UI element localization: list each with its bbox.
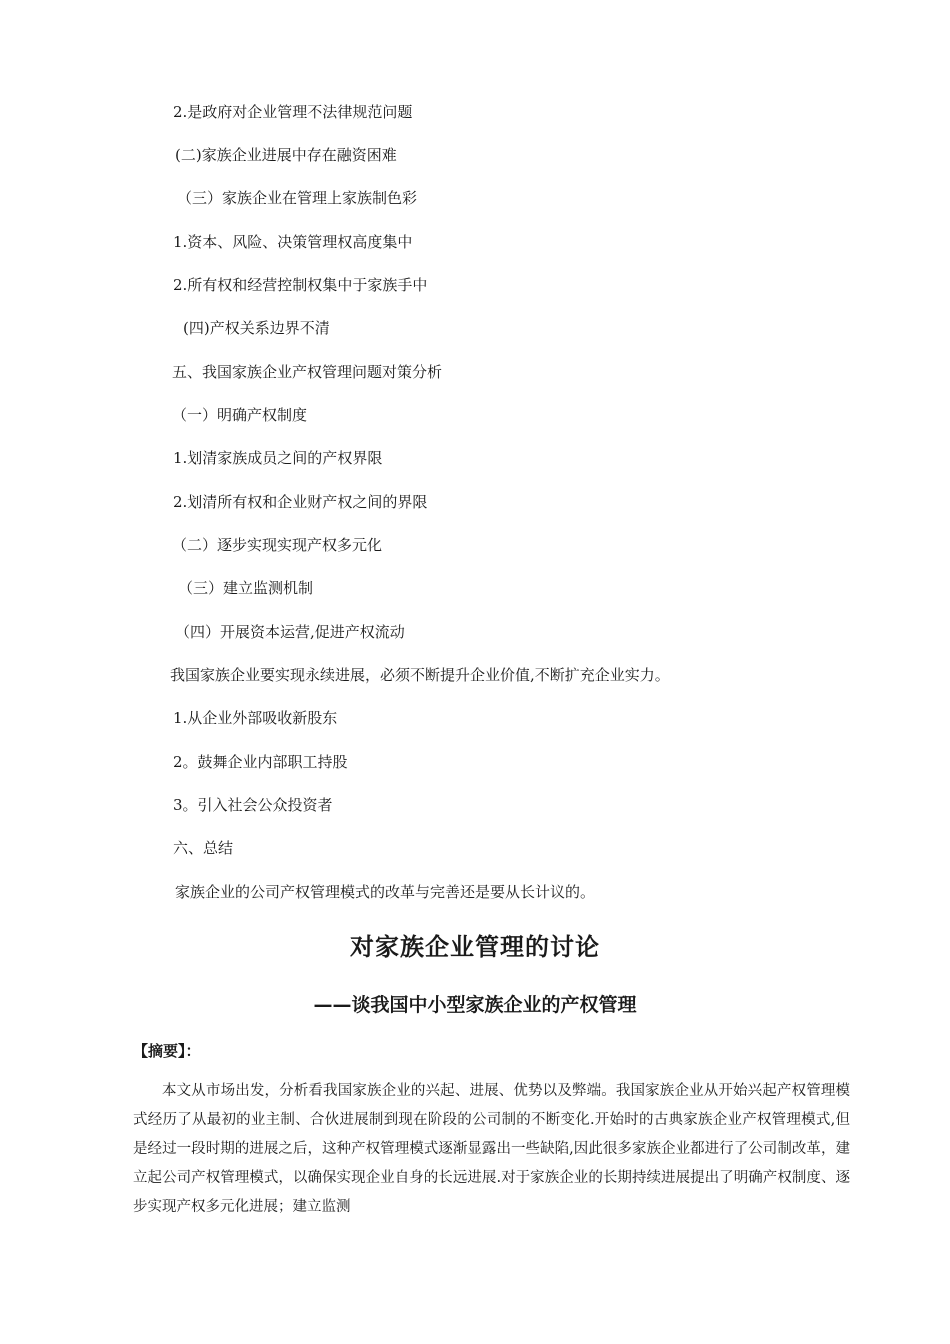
outline-item: 2。鼓舞企业内部职工持股 — [173, 753, 348, 771]
outline-item: (二)家族企业进展中存在融资困难 — [175, 146, 397, 164]
outline-item: 1.从企业外部吸收新股东 — [173, 709, 338, 727]
outline-item: 家族企业的公司产权管理模式的改革与完善还是要从长计议的。 — [175, 883, 596, 901]
outline-item: 我国家族企业要实现永续进展，必须不断提升企业价值,不断扩充企业实力。 — [170, 666, 670, 684]
abstract-label: 【摘要】： — [133, 1042, 201, 1060]
abstract-paragraph: 本文从市场出发，分析看我国家族企业的兴起、进展、优势以及弊端。我国家族企业从开始兴起产权管理模式经历了从最初的业主制、合伙进展制到现在阶段的公司制的不断变化.开始时的古典家族企业产权管理模式,但是经过一段时期的进展之后，这种产权管理模式逐渐显露出一些缺陷,因此很多家族企业都进行了公司制改革，建立起公司产权管理模式，以确保实现企业自身的长远进展.对于家族企业的长期持续进展提出了明确产权制度、逐步实现产权多元化进展；建立监测 — [133, 1083, 850, 1215]
document-title: 对家族企业管理的讨论 — [350, 933, 600, 961]
outline-item: 2.所有权和经营控制权集中于家族手中 — [173, 276, 428, 294]
outline-item: (四)产权关系边界不清 — [183, 319, 330, 337]
outline-item: （二）逐步实现实现产权多元化 — [172, 536, 383, 554]
outline-item: （四）开展资本运营,促进产权流动 — [175, 623, 405, 641]
outline-item: 2.是政府对企业管理不法律规范问题 — [173, 103, 413, 121]
outline-item: 六、总结 — [173, 839, 234, 857]
outline-item: （一）明确产权制度 — [172, 406, 308, 424]
outline-item: 2.划清所有权和企业财产权之间的界限 — [173, 493, 428, 511]
outline-item: 1.资本、风险、决策管理权高度集中 — [173, 233, 413, 251]
outline-item: 1.划清家族成员之间的产权界限 — [173, 449, 383, 467]
outline-item: 五、我国家族企业产权管理问题对策分析 — [172, 363, 443, 381]
outline-item: （三）建立监测机制 — [178, 579, 314, 597]
document-subtitle: ——谈我国中小型家族企业的产权管理 — [313, 994, 637, 1016]
outline-item: （三）家族企业在管理上家族制色彩 — [177, 189, 418, 207]
outline-item: 3。引入社会公众投资者 — [173, 796, 333, 814]
